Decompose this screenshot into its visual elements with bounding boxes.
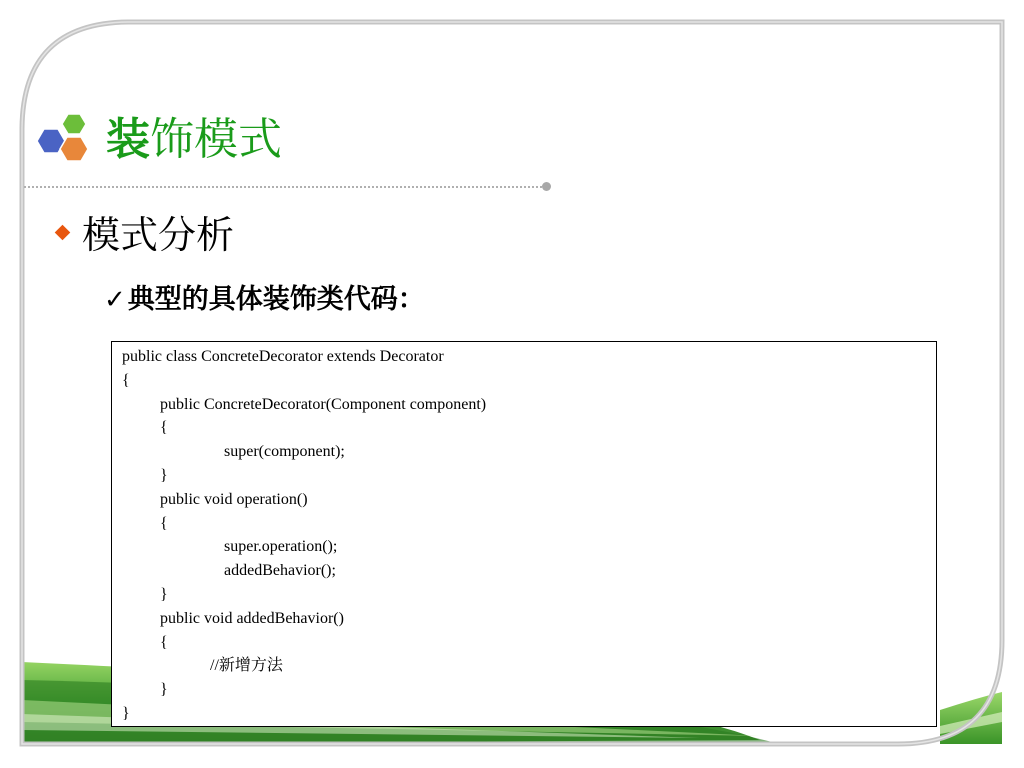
code-line: { bbox=[160, 514, 168, 532]
code-listing bbox=[111, 341, 937, 727]
code-line: super.operation(); bbox=[224, 538, 338, 556]
title-divider bbox=[24, 186, 546, 188]
code-line: } bbox=[160, 466, 168, 484]
orange-diamond-bullet-icon bbox=[55, 224, 71, 240]
bullet-level1-text: 模式分析 bbox=[82, 213, 235, 257]
code-line: super(component); bbox=[224, 443, 345, 461]
code-line: public void addedBehavior() bbox=[160, 609, 344, 627]
code-line: public void operation() bbox=[160, 490, 308, 508]
code-line: //新增方法 bbox=[210, 657, 283, 675]
code-line: } bbox=[122, 704, 130, 722]
code-line: { bbox=[160, 419, 168, 437]
code-line: { bbox=[160, 633, 168, 651]
three-hexagons-logo-icon bbox=[34, 112, 96, 170]
slide-title bbox=[106, 110, 282, 170]
code-line: { bbox=[122, 371, 130, 389]
title-divider-end-dot bbox=[542, 182, 551, 191]
code-line: } bbox=[160, 585, 168, 603]
slide-title-rest: 饰模式 bbox=[150, 114, 282, 165]
bullet-level1 bbox=[54, 209, 234, 261]
bullet-level2 bbox=[104, 280, 425, 320]
checkmark-bullet-icon: ✓ bbox=[104, 285, 126, 315]
code-line: addedBehavior(); bbox=[224, 562, 336, 580]
code-line: public class ConcreteDecorator extends Decorator bbox=[122, 348, 444, 365]
bullet-level2-text: 典型的具体装饰类代码： bbox=[127, 284, 425, 315]
slide-title-first-char: 装 bbox=[106, 114, 150, 165]
code-line: } bbox=[160, 681, 168, 699]
code-line: public ConcreteDecorator(Component component) bbox=[160, 395, 487, 413]
